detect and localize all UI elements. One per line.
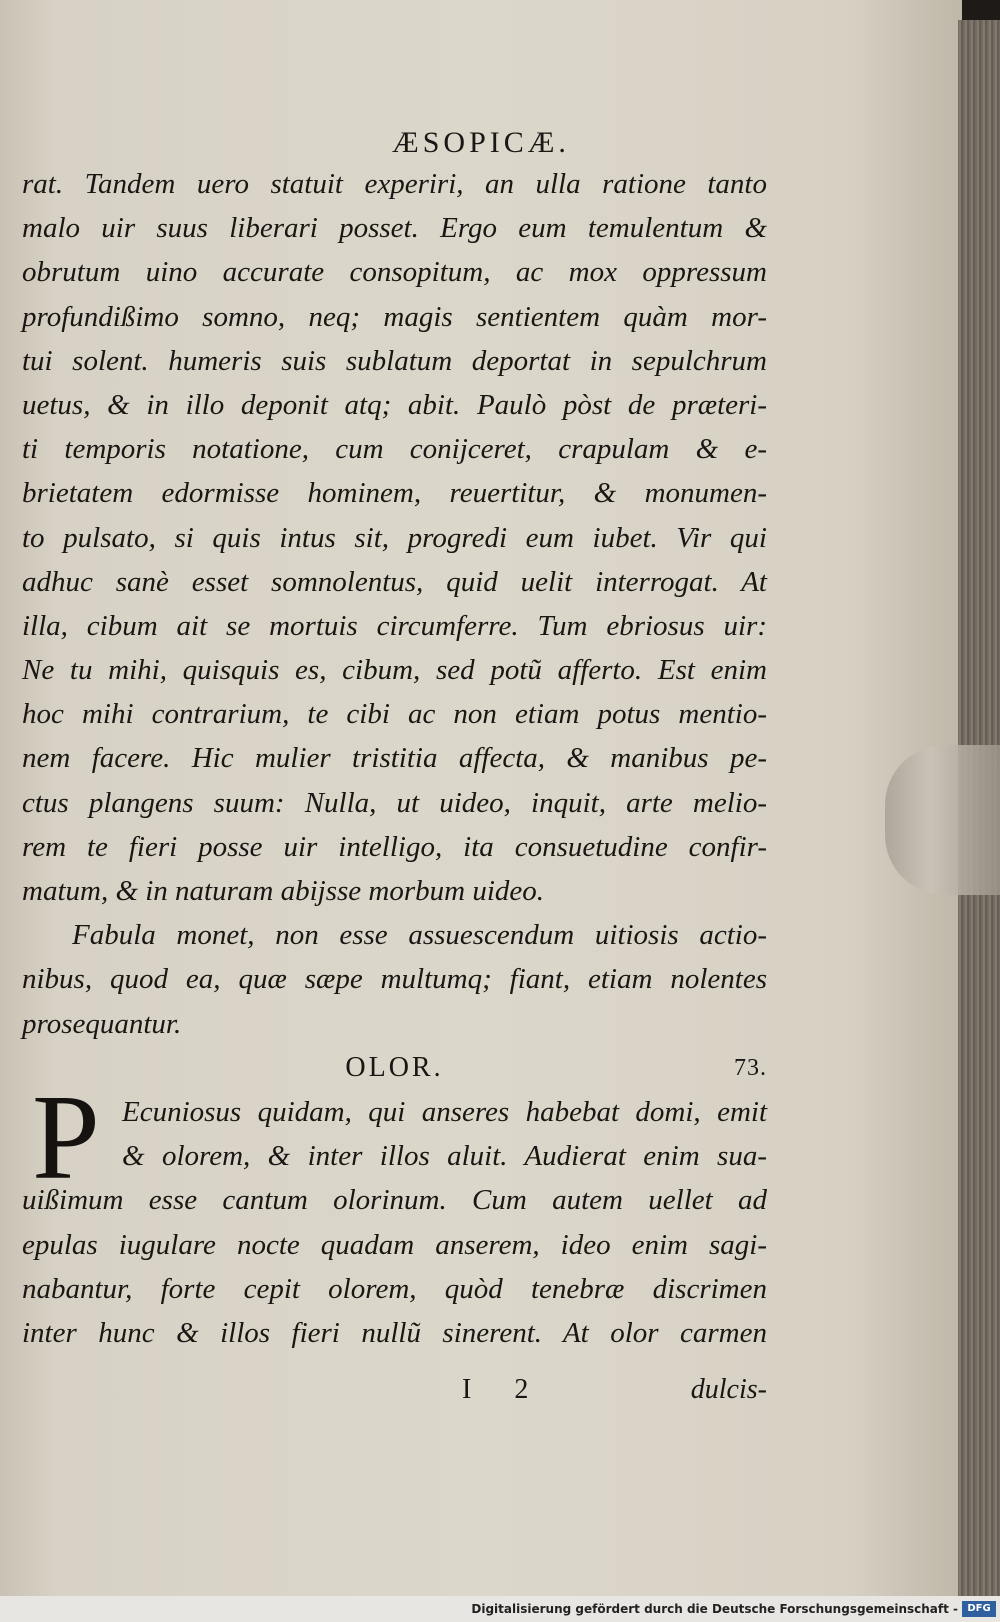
text-line: profundißimo somno, neq; magis sentientem quàm mor- [22,300,767,333]
fable2-text [22,1070,767,1355]
text-line: hoc mihi contrarium, te cibi ac non etiam potus mentio- [22,698,767,731]
text-line: & olorem, & inter illos aluit. Audierat enim sua- [122,1140,767,1173]
fable1-text [22,162,767,1046]
signature-mark: I 2 [462,1374,547,1405]
text-line: nem facere. Hic mulier tristitia affecta, & manibus pe- [22,742,767,775]
text-line: rem te fieri posse uir intelligo, ita consuetudine confir- [22,830,767,863]
text-line: ti temporis notatione, cum conijceret, crapulam & e- [22,433,767,466]
text-line: brietatem edormisse hominem, reuertitur, & monumen- [22,477,767,510]
running-head: ÆSOPICÆ. [392,126,570,159]
fable2-number: 73. [734,1055,767,1081]
text-line: uetus, & in illo deponit atq; abit. Paulò pòst de præteri- [22,388,767,421]
text-line: nabantur, forte cepit olorem, quòd tenebræ discrimen [22,1272,767,1305]
text-line: matum, & in naturam abijsse morbum uideo. [22,875,544,907]
fable2-heading [22,1050,767,1086]
text-line: to pulsato, si quis intus sit, progredi eum iubet. Vir qui [22,521,767,554]
moral-line: Fabula monet, non esse assuescendum uitiosis actio- [72,919,767,952]
dfg-logo: DFG [962,1601,996,1617]
text-line: inter hunc & illos fieri nullũ sinerent. At olor carmen [22,1316,767,1349]
catchword: dulcis- [690,1374,767,1405]
moral-line: nibus, quod ea, quæ sæpe multumq; fiant, etiam nolentes [22,963,767,996]
text-line: uißimum esse cantum olorinum. Cum autem uellet ad [22,1184,767,1217]
drop-cap: P [32,1070,100,1205]
book-clip [885,745,1000,895]
text-line: adhuc sanè esset somnolentus, quid uelit interrogat. At [22,565,767,598]
fable2-title: OLOR. [345,1052,444,1083]
text-line: Ecuniosus quidam, qui anseres habebat domi, emit [122,1096,767,1128]
text-line: ctus plangens suum: Nulla, ut uideo, inquit, arte melio- [22,786,767,819]
text-line: epulas iugulare nocte quadam anserem, ideo enim sagi- [22,1228,767,1261]
moral-line: prosequantur. [22,1007,182,1040]
page-footer [22,1370,767,1410]
digitization-bar [0,1596,1000,1622]
text-line: obrutum uino accurate consopitum, ac mox oppressum [22,256,767,289]
text-line: rat. Tandem uero statuit experiri, an ulla ratione tanto [22,168,767,200]
text-line: illa, cibum ait se mortuis circumferre. Tum ebriosus uir: [22,609,767,642]
text-line: tui solent. humeris suis sublatum deportat in sepulchrum [22,344,767,377]
digitization-notice: Digitalisierung gefördert durch die Deutsche Forschungsgemeinschaft - [471,1602,958,1616]
text-line: malo uir suus liberari posset. Ergo eum temulentum & [22,212,767,245]
text-line: Ne tu mihi, quisquis es, cibum, sed potũ afferto. Est enim [22,654,767,687]
